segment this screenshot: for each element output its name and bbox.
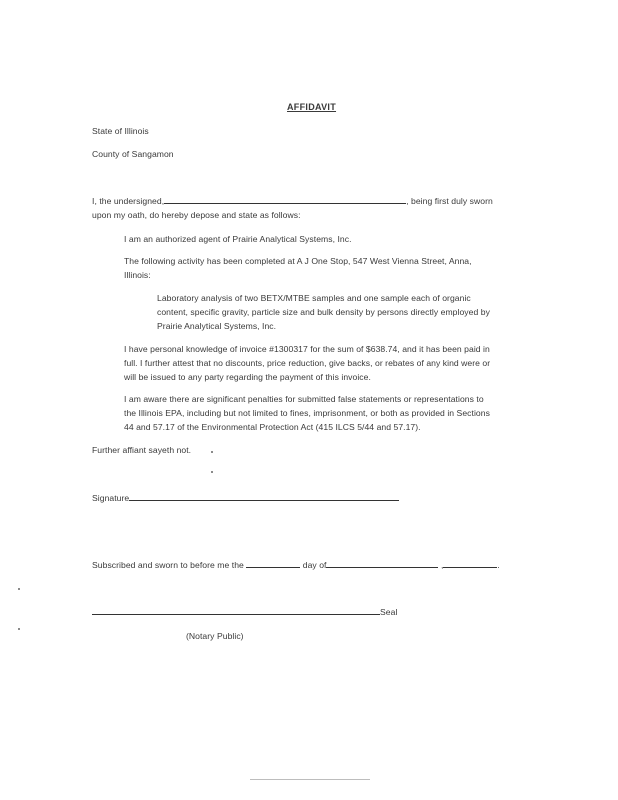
further-affiant: Further affiant sayeth not. xyxy=(92,445,192,455)
knowledge-line-2: full. I further attest that no discounts, price reduction, give backs, or rebates of any kind were or xyxy=(124,358,491,368)
activity-line-1: The following activity has been completed at A J One Stop, 547 West Vienna Street, Anna, xyxy=(124,256,472,266)
notary-label: (Notary Public) xyxy=(186,631,244,641)
scan-speck xyxy=(18,588,20,590)
penalty-line-1: I am aware there are significant penalties for submitted false statements or representations to xyxy=(124,394,484,404)
day-blank xyxy=(246,558,300,568)
notary-signature-blank xyxy=(92,605,380,615)
intro-text-start: I, the undersigned, xyxy=(92,196,165,206)
intro-text-end: , being first duly sworn xyxy=(406,196,493,206)
month-blank xyxy=(326,558,438,568)
penalty-line-3: 44 and 57.17 of the Environmental Protection Act (415 ILCS 5/44 and 57.17). xyxy=(124,422,421,432)
period-text: . xyxy=(497,560,500,570)
signature-label: Signature xyxy=(92,493,130,503)
county-line: County of Sangamon xyxy=(92,149,174,159)
lab-line-3: Prairie Analytical Systems, Inc. xyxy=(157,321,277,331)
penalty-line-2: the Illinois EPA, including but not limited to fines, imprisonment, or both as provided in Sections xyxy=(124,408,490,418)
activity-line-2: Illinois: xyxy=(124,270,151,280)
knowledge-line-1: I have personal knowledge of invoice #1300317 for the sum of $638.74, and it has been paid in xyxy=(124,344,490,354)
state-line: State of Illinois xyxy=(92,126,149,136)
signature-blank xyxy=(129,491,399,501)
undersigned-name-blank xyxy=(164,194,406,204)
seal-label: Seal xyxy=(380,607,398,617)
subscribed-line xyxy=(92,558,500,572)
notary-signature-line xyxy=(92,605,397,619)
document-title: AFFIDAVIT xyxy=(287,102,337,112)
knowledge-line-3: will be issued to any party regarding the payment of this invoice. xyxy=(124,372,371,382)
scan-speck xyxy=(18,628,20,630)
scan-speck xyxy=(211,451,213,453)
lab-line-2: content, specific gravity, particle size and bulk density by persons directly employed by xyxy=(157,307,490,317)
scan-speck xyxy=(211,471,213,473)
comma-text: , xyxy=(440,560,444,570)
day-of-text: day of xyxy=(302,560,327,570)
agent-statement: I am an authorized agent of Prairie Analytical Systems, Inc. xyxy=(124,234,352,244)
year-blank xyxy=(440,558,500,570)
scan-bottom-line xyxy=(250,779,370,780)
lab-line-1: Laboratory analysis of two BETX/MTBE samples and one sample each of organic xyxy=(157,293,471,303)
subscribed-text: Subscribed and sworn to before me the xyxy=(92,560,244,570)
signature-line xyxy=(92,491,399,505)
intro-line-1 xyxy=(92,194,493,208)
intro-line-2: upon my oath, do hereby depose and state as follows: xyxy=(92,210,301,220)
